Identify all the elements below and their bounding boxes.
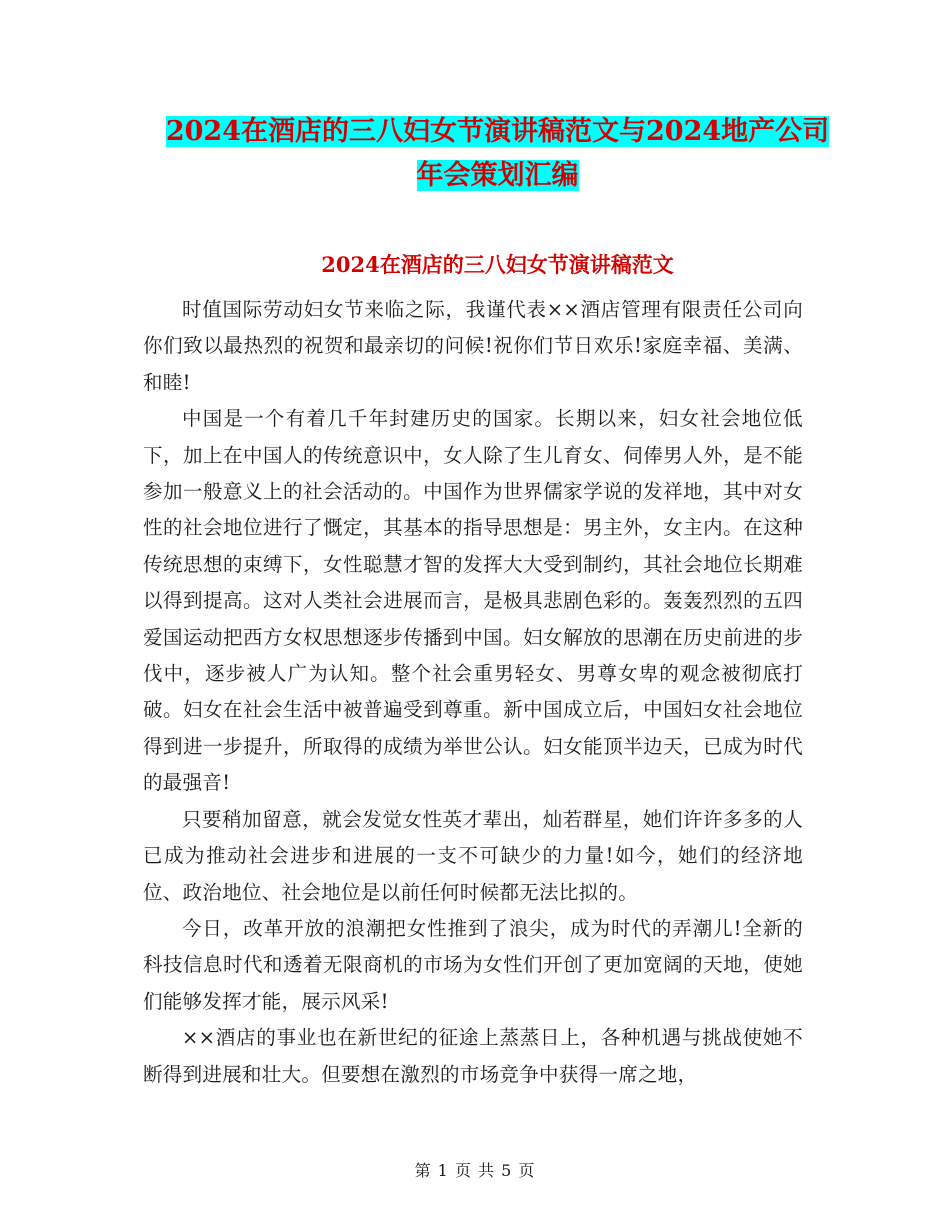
body-text	[143, 292, 803, 1093]
section-heading: 2024在酒店的三八妇女节演讲稿范文	[321, 252, 674, 277]
paragraph: 今日，改革开放的浪潮把女性推到了浪尖，成为时代的弄潮儿!全新的科技信息时代和透着无限商机的市场为女性们开创了更加宽阔的天地，使她们能够发挥才能，展示风采!	[143, 916, 803, 1013]
document-title-line-1: 2024在酒店的三八妇女节演讲稿范文与2024地产公司	[165, 116, 830, 147]
paragraph: ××酒店的事业也在新世纪的征途上蒸蒸日上，各种机遇与挑战使她不断得到进展和壮大。但要想在激烈的市场竞争中获得一席之地，	[143, 1026, 803, 1086]
page-footer: 第 1 页 共 5 页	[414, 1161, 536, 1180]
paragraph: 时值国际劳动妇女节来临之际，我谨代表××酒店管理有限责任公司向你们致以最热烈的祝贺和最亲切的问候!祝你们节日欢乐!家庭幸福、美满、和睦!	[143, 298, 803, 394]
paragraph: 只要稍加留意，就会发觉女性英才辈出，灿若群星，她们许许多多的人已成为推动社会进步和进展的一支不可缺少的力量!如今，她们的经济地位、政治地位、社会地位是以前任何时候都无法比拟的。	[143, 807, 803, 904]
document-title-line-2: 年会策划汇编	[416, 160, 579, 191]
paragraph: 中国是一个有着几千年封建历史的国家。长期以来，妇女社会地位低下，加上在中国人的传统意识中，女人除了生儿育女、伺俸男人外，是不能参加一般意义上的社会活动的。中国作为世界儒家学说的发祥地，其中对女性的社会地位进行了慨定，其基本的指导思想是：男主外，女主内。在这种传统思想的束缚下，女性聪慧才智的发挥大大受到制约，其社会地位长期难以得到提高。这对人类社会进展而言，是极具悲剧色彩的。轰轰烈烈的五四爱国运动把西方女权思想逐步传播到中国。妇女解放的思潮在历史前进的步伐中，逐步被人广为认知。整个社会重男轻女、男尊女卑的观念被彻底打破。妇女在社会生活中被普遍受到尊重。新中国成立后，中国妇女社会地位得到进一步提升，所取得的成绩为举世公认。妇女能顶半边天，已成为时代的最强音!	[143, 407, 803, 795]
